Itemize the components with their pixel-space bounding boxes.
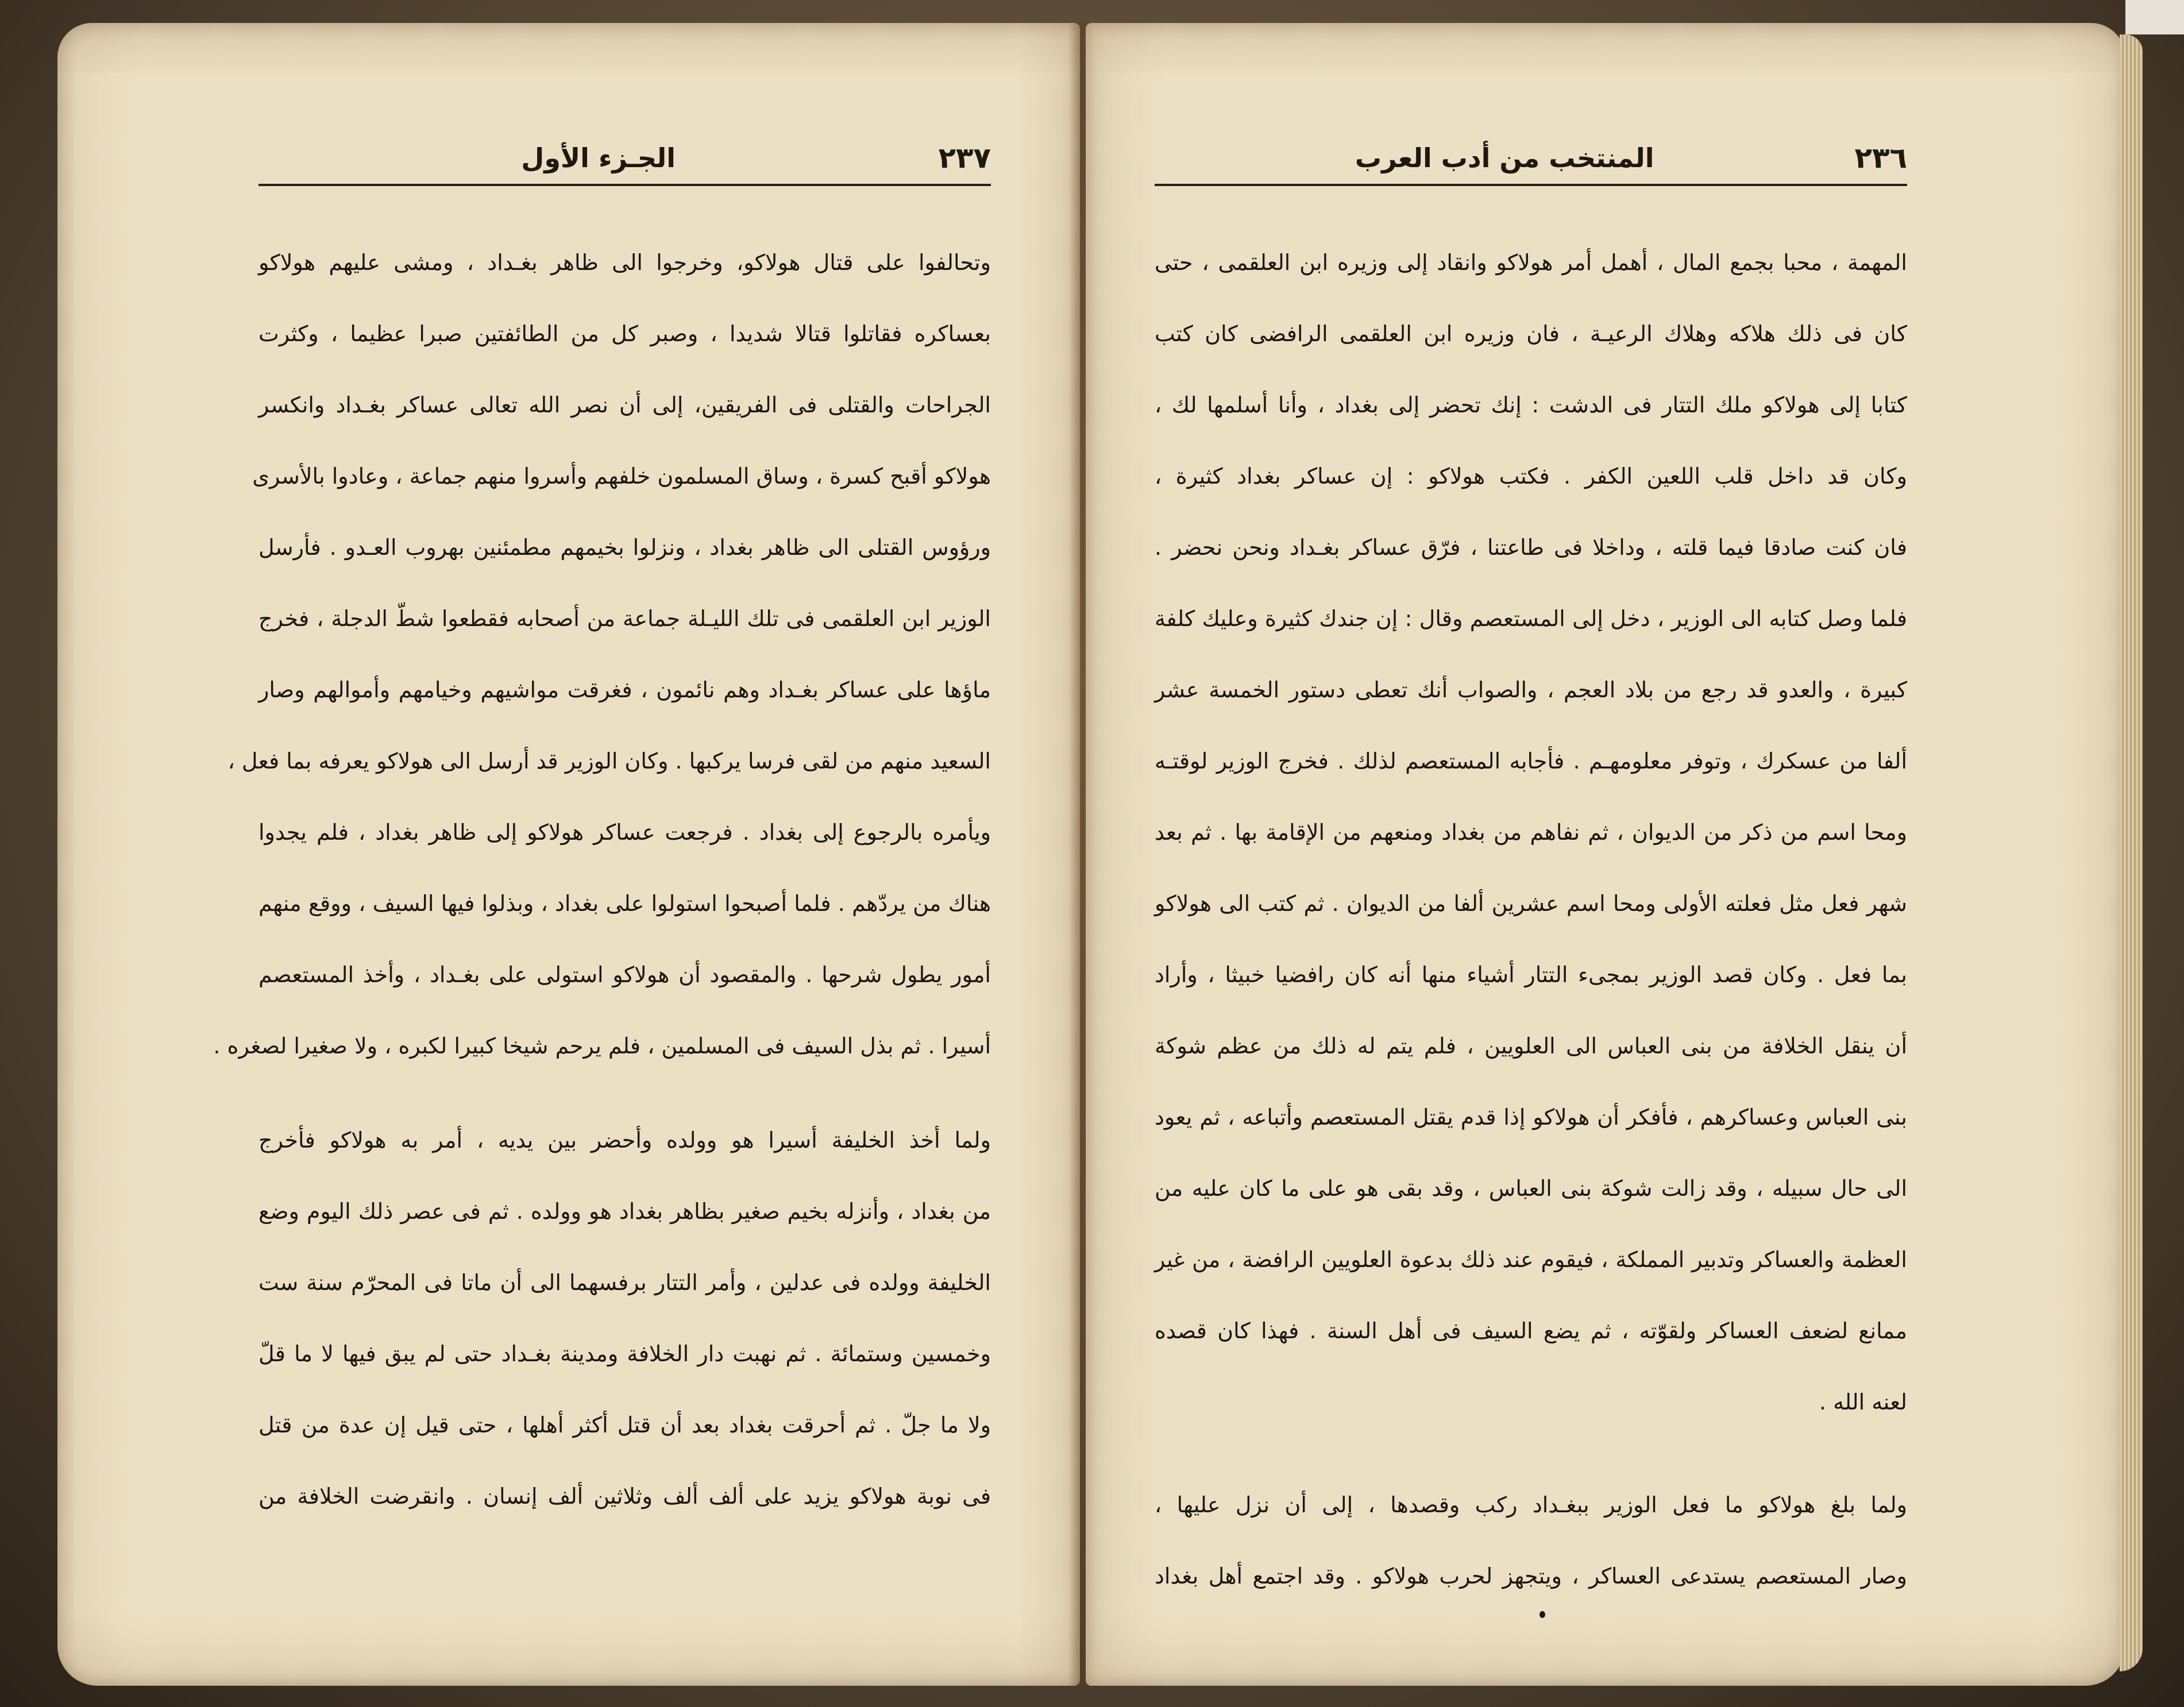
text-line: العظمة والعساكر وتدبير المملكة ، فيقوم عند ذلك بدعوة العلويين الرافضة ، من غير (1155, 1247, 1907, 1272)
right-text-block (1155, 227, 1907, 1612)
text-line: الخليفة وولده فى عدلين ، وأمر التتار برفسهما الى أن ماتا فى المحرّم سنة ست (258, 1270, 991, 1295)
text-line: بعساكره فقاتلوا قتالا شديدا ، وصبر كل من الطائفتين صبرا عظيما ، وكثرت (258, 321, 991, 346)
left-running-title: الجـزء الأول (521, 142, 676, 173)
text-line: وخمسين وستمائة . ثم نهبت دار الخلافة ومدينة بغـداد حتى لم يبق فيها لا ما قلّ (258, 1341, 991, 1366)
scan-bed-corner (2125, 0, 2184, 34)
text-line: شهر فعل مثل فعلته الأولى ومحا اسم عشرين ألفا من الديوان . ثم كتب الى هولاكو (1155, 891, 1907, 916)
text-line: ماؤها على عساكر بغـداد وهم نائمون ، فغرقت مواشيهم وخيامهم وأموالهم وصار (258, 677, 991, 702)
text-line: كبيرة ، والعدو قد رجع من بلاد العجم ، والصواب أنك تعطى دستور الخمسة عشر (1155, 677, 1907, 702)
text-line: وكان قد داخل قلب اللعين الكفر . فكتب هولاكو : إن عساكر بغداد كثيرة ، (1155, 464, 1907, 489)
text-line: أسيرا . ثم بذل السيف فى المسلمين ، فلم يرحم شيخا كبيرا لكبره ، ولا صغيرا لصغره . (213, 1033, 991, 1059)
text-line: ألفا من عسكرك ، وتوفر معلومهـم . فأجابه المستعصم لذلك . فخرج الوزير لوقتـه (1155, 748, 1907, 774)
text-line: فان كنت صادقا فيما قلته ، وداخلا فى طاعتنا ، فرّق عساكر بغـداد ونحن نحضر . (1155, 535, 1907, 560)
text-line: لعنه الله . (1819, 1389, 1907, 1415)
right-running-head (1155, 132, 1907, 186)
page-block-edge (2120, 34, 2143, 1671)
right-page-number: ٢٣٦ (1854, 141, 1907, 175)
paragraph-break (258, 1082, 991, 1104)
text-line: ممانع لضعف العساكر ولقوّته ، ثم يضع السيف فى أهل السنة . فهذا كان قصده (1155, 1318, 1907, 1343)
text-line: أمور يطول شرحها . والمقصود أن هولاكو استولى على بغـداد ، وأخذ المستعصم (258, 962, 991, 987)
ink-blot (1539, 1611, 1545, 1618)
text-line: الى حال سبيله ، وقد زالت شوكة بنى العباس ، وقد بقى هو على ما كان عليه من (1155, 1176, 1907, 1201)
text-line: ولا ما جلّ . ثم أحرقت بغداد بعد أن قتل أكثر أهلها ، حتى قيل إن عدة من قتل (258, 1412, 991, 1438)
text-line: ولما بلغ هولاكو ما فعل الوزير ببغـداد ركب وقصدها ، إلى أن نزل عليها ، (1155, 1492, 1907, 1517)
text-line: أن ينقل الخلافة من بنى العباس الى العلويين ، فلم يتم له ذلك من عظم شوكة (1155, 1033, 1907, 1059)
text-line: فلما وصل كتابه الى الوزير ، دخل إلى المستعصم وقال : إن جندك كثيرة وعليك كلفة (1155, 606, 1907, 631)
left-running-head (258, 132, 991, 186)
paragraph-break (1155, 1438, 1907, 1469)
text-line: هولاكو أقبح كسرة ، وساق المسلمون خلفهم وأسروا منهم جماعة ، وعادوا بالأسرى (252, 464, 991, 489)
text-line: بما فعل . وكان قصد الوزير بمجىء التتار أشياء منها أنه كان رافضيا خبيثا ، وأراد (1155, 962, 1907, 987)
text-line: ويأمره بالرجوع إلى بغداد . فرجعت عساكر هولاكو إلى ظاهر بغداد ، فلم يجدوا (258, 820, 991, 845)
right-running-title: المنتخب من أدب العرب (1355, 142, 1654, 173)
text-line: الوزير ابن العلقمى فى تلك الليـلة جماعة من أصحابه فقطعوا شطّ الدجلة ، فخرج (258, 606, 991, 631)
text-line: وتحالفوا على قتال هولاكو، وخرجوا الى ظاهر بغـداد ، ومشى عليهم هولاكو (258, 250, 991, 275)
left-text-block (213, 227, 991, 1532)
text-line: ورؤوس القتلى الى ظاهر بغداد ، ونزلوا بخيمهم مطمئنين بهروب العـدو . فأرسل (258, 535, 991, 560)
text-line: هناك من يردّهم . فلما أصبحوا استولوا على بغداد ، وبذلوا فيها السيف ، ووقع منهم (258, 891, 991, 916)
text-line: ولما أخذ الخليفة أسيرا هو وولده وأحضر بين يديه ، أمر به هولاكو فأخرج (258, 1127, 991, 1153)
text-line: وصار المستعصم يستدعى العساكر ، ويتجهز لحرب هولاكو . وقد اجتمع أهل بغداد (1155, 1563, 1907, 1589)
text-line: كان فى ذلك هلاكه وهلاك الرعيـة ، فان وزيره ابن العلقمى الرافضى كان كتب (1155, 321, 1907, 346)
left-page-number: ٢٣٧ (938, 141, 991, 175)
text-line: الجراحات والقتلى فى الفريقين، إلى أن نصر الله تعالى عساكر بغـداد وانكسر (258, 392, 991, 418)
text-line: بنى العباس وعساكرهم ، فأفكر أن هولاكو إذا قدم يقتل المستعصم وأتباعه ، ثم يعود (1155, 1104, 1907, 1130)
right-page (1086, 23, 2125, 1686)
text-line: كتابا إلى هولاكو ملك التتار فى الدشت : إنك تحضر إلى بغداد ، وأنا أسلمها لك ، (1155, 392, 1907, 418)
text-line: فى نوبة هولاكو يزيد على ألف ألف وثلاثين ألف إنسان . وانقرضت الخلافة من (258, 1484, 991, 1509)
left-page (57, 23, 1080, 1686)
text-line: السعيد منهم من لقى فرسا يركبها . وكان الوزير قد أرسل الى هولاكو يعرفه بما فعل ، (227, 748, 991, 774)
text-line: ومحا اسم من ذكر من الديوان ، ثم نفاهم من بغداد ومنعهم من الإقامة بها . ثم بعد (1155, 820, 1907, 845)
text-line: من بغداد ، وأنزله بخيم صغير بظاهر بغداد هو وولده . ثم فى عصر ذلك اليوم وضع (258, 1199, 991, 1224)
text-line: المهمة ، محبا بجمع المال ، أهمل أمر هولاكو وانقاد إلى وزيره ابن العلقمى ، حتى (1155, 250, 1907, 275)
